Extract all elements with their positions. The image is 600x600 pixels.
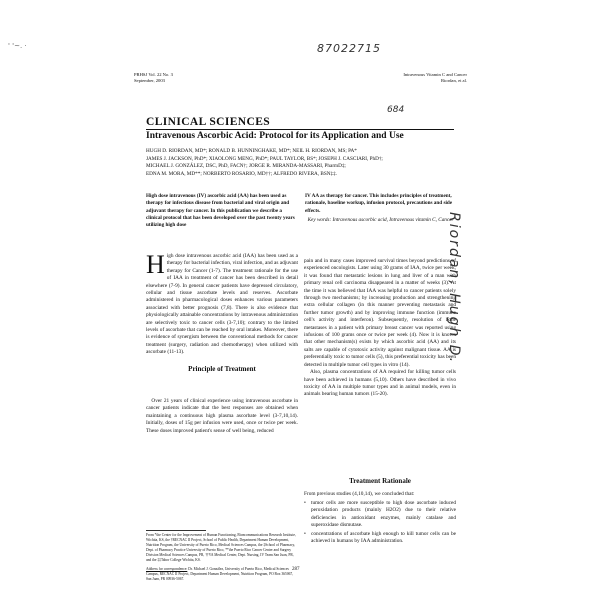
running-authors: Riordan, et al. xyxy=(440,78,467,83)
list-item xyxy=(304,500,456,530)
abstract-left: High dose intravenous (IV) ascorbic acid (AA) has been used as therapy for infectious disease from bacterial and viral origin and adjuvant therapy for cancer. In this publication we describe a clinical protocol that has been developed over the past twenty years utilizing high dose xyxy=(146,193,295,229)
bullet-icon: • xyxy=(304,500,306,506)
body-right-para2: Also, plasma concentrations of AA required for killing tumor cells have been achieved in humans (5,10). Others have described in vivo toxicity of AA in multiple tumor types and in animal models, even in animals bearing human tumors (15-20). xyxy=(304,369,456,398)
article-title: Intravenous Ascorbic Acid: Protocol for its Application and Use xyxy=(146,131,404,141)
keywords-label: Key words: xyxy=(307,216,332,223)
affiliations: From *the Center for the Improvement of Human Functioning, Bioncommunications Research Institute, Wichita, KS, the †RECNAC II Project, School of Public Health, Department Human Development, Nutrition Program, the University of Puerto Rico, Medical Sciences Campus, the ‡School of Pharmacy, Dept. of Pharmacy Practice University of Puerto Rico, **the Puerto Rico Cancer Center and Surgery Division Medical Sciences Campus, PR, ††VA Medical Center, Dept. Nursing, IV Team San Juan, PR, and the ‡‡Tabor College Wichita, KS. xyxy=(146,533,296,562)
section-heading: CLINICAL SCIENCES xyxy=(146,116,271,128)
keywords-text: Intravenous ascorbic acid, Intravenous vitamin C, Cancer xyxy=(332,216,454,223)
body-left-para2 xyxy=(146,398,298,435)
principle-heading: Principle of Treatment xyxy=(188,365,256,373)
list-item xyxy=(304,531,456,546)
footnotes xyxy=(146,533,298,582)
heading-rule xyxy=(146,129,454,130)
body-right-para1: pain and in many cases improved survival times beyond predictions of experienced oncologists. Later using 30 grams of IAA, twice per week, it was found that metastatic lesions in lung and liver of a man with primary renal cell carcinoma disappeared in a matter of weeks (3). At the time it was believed that IAA was helpful to cancer patients solely through two mechanisms; by increasing production and strengthening extra cellular collagen (in this manner preventing metastasis and further tumor growth) and by improving immune function (immune cell's activity and interferon). Subsequently, resolution of bone metastases in a patient with primary breast cancer was reported using infusions of 100 grams once or twice per week (4). Now it is known that other mechanism(s) exists by which ascorbic acid (AA) and its salts are capable of cytotoxic activity against malignant tissue. AA is preferentially toxic to tumor cells (5), this preferential toxicity has been detected in multiple tumor cell types in vitro (14). xyxy=(304,258,456,368)
running-header xyxy=(403,72,467,84)
handwritten-page-mark: 684 xyxy=(387,105,405,115)
author-list xyxy=(146,148,456,178)
correspondence xyxy=(146,567,298,582)
page-number: 287 xyxy=(292,567,300,572)
document-page xyxy=(112,20,487,585)
margin-scribbles: ' '~. · xyxy=(8,42,27,50)
journal-volume: PRHSJ Vol. 22 No. 3 xyxy=(134,72,173,77)
body-left-para1-text: igh dose intravenous ascorbic acid (IAA) has been used as a therapy for bacterial infection, viral infection, and as adjuvant therapy for Cancer (1-7). The treatment rationale for the use of IAA in treatment of cancer has been described in detail elsewhere (7-9). In general cancer patients have depressed circulatory, cellular and tissue ascorbate levels and reserves. Ascorbate administered in pharmacological doses enhances various parameters associated with better prognosis (7,8). There is also evidence that physiologically attainable concentrations by intravenous administration are selectively toxic to cancer cells (3-7,10); contrary to the limited levels of ascorbate that can be reached by oral intakes. Moreover, there is evidence of synergism between the conventional methods for cancer treatment (surgery, radiation and chemotherapy) when utilized with ascorbate (11-13). xyxy=(146,253,298,356)
abstract-right xyxy=(305,193,455,224)
journal-date: September, 2003 xyxy=(134,78,165,83)
list-item-text: concentrations of ascorbate high enough to kill tumor cells can be achieved in humans by IAA administration. xyxy=(311,530,456,545)
handwritten-side-name: Riordan, Hugh D. xyxy=(446,212,462,365)
journal-header xyxy=(134,72,173,84)
abstract-right-text: IV AA as therapy for cancer. This includes principles of treatment, rationale, baseline workup, infusion protocol, precautions and side effects. xyxy=(305,193,453,214)
footnote-rule xyxy=(146,530,206,531)
running-title: Intravenous Vitamin C and Cancer xyxy=(403,72,467,77)
rationale-heading: Treatment Rationale xyxy=(349,477,411,485)
authors-text: HUGH D. RIORDAN, MD*; RONALD B. HUNNINGHAKE, MD*; NEIL H. RIORDAN, MS; PA* JAMES J. JACKSON, PhD*; XIAOLONG MENG, PhD*; PAUL TAYLOR, BS*; JOSEPH J. CASCIARI, PhD†; MICHAEL J. GONZÁLEZ, DSC, PhD, FACN†; JORGE R. MIRANDA-MASSARI, PharmD‡; EDNA M. MORA, MD**; NORBERTO ROSARIO, MD††; ALFREDO RIVERA, BSN‡‡. xyxy=(146,148,383,177)
list-item-text: tumor cells are more susceptible to high dose ascorbate induced peroxidation products (mainly H2O2) due to their relative deficiencies in antioxidant enzymes, mainly catalase and superoxidase dismutase. xyxy=(311,500,456,529)
rationale-list xyxy=(304,500,456,546)
body-left-para1 xyxy=(146,250,298,357)
keywords xyxy=(305,217,455,224)
body-right-column xyxy=(304,258,456,399)
rationale-intro: From previous studies (4,10,14), we concluded that: xyxy=(304,491,415,497)
handwritten-number: 87022715 xyxy=(317,42,381,55)
bullet-icon: • xyxy=(304,530,306,537)
correspondence-text: Dr. Michael J. González, University of Puerto Rico, Medical Sciences Campus, RECNAC II Project, Department Human Development, Nutrition Program, PO Box 365067, San Juan, PR 00936-5067. xyxy=(146,567,294,581)
drop-cap: H xyxy=(146,250,165,279)
correspondence-label: Address for correspondence: xyxy=(146,567,188,571)
body-left-para2-text: Over 21 years of clinical experience using intravenous ascorbate in cancer patients indicate that the best responses are obtained when maintaining a continuous high plasma ascorbate level (3-7,10,14). Initially, doses of 15g per infusion were used, once or twice per week. These doses improved patient's sense of well being, reduced xyxy=(146,398,298,434)
